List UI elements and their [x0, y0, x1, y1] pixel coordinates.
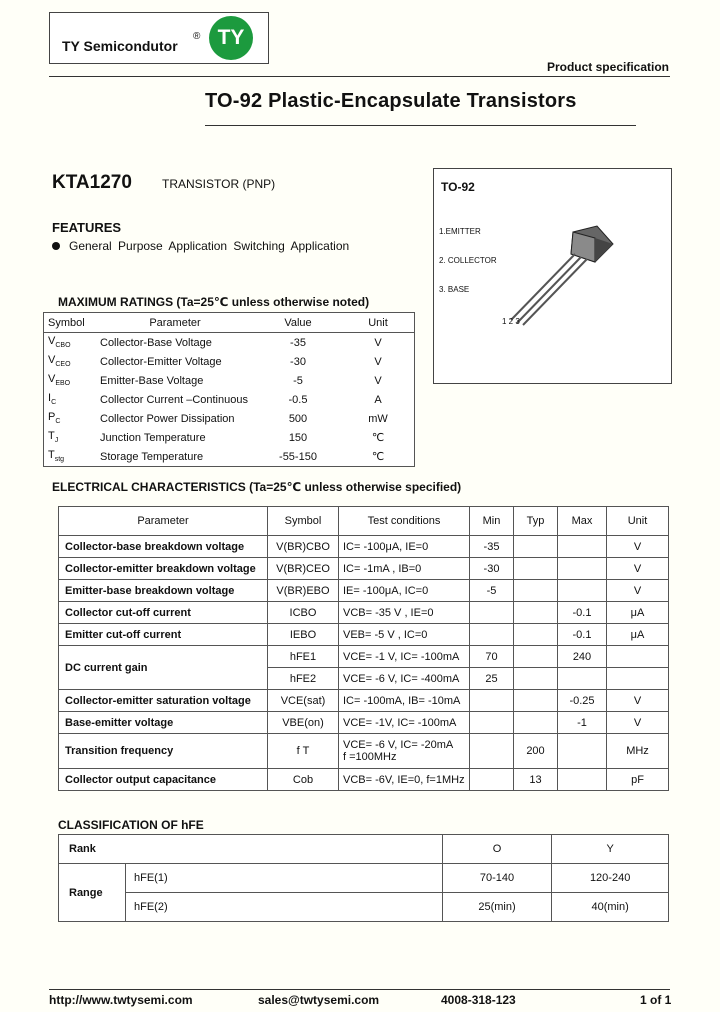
min-cell [470, 602, 514, 624]
max-cell [558, 769, 607, 791]
parameter-cell: Collector-base breakdown voltage [59, 536, 268, 558]
typ-cell [514, 712, 558, 734]
value-cell: -55-150 [279, 450, 317, 463]
registered-mark: ® [193, 31, 201, 42]
unit-cell: V [607, 712, 669, 734]
table-row [59, 536, 669, 558]
max-cell [558, 668, 607, 690]
page-number: 1 of 1 [640, 993, 672, 1007]
symbol-cell: hFE1 [268, 646, 339, 668]
min-cell [470, 624, 514, 646]
symbol-cell: $T_{stg}$ [48, 449, 65, 464]
title-underline [205, 125, 636, 126]
typ-cell: 200 [514, 734, 558, 769]
table-row [59, 580, 669, 602]
condition-cell: IE= -100μA, IC=0 [339, 580, 470, 602]
typ-cell [514, 690, 558, 712]
unit-cell: V [607, 690, 669, 712]
bullet-icon [52, 242, 60, 250]
product-specification-label: Product specification [546, 60, 669, 74]
parameter-cell: Collector-emitter saturation voltage [59, 690, 268, 712]
column-header: Min [470, 507, 514, 536]
unit-cell: μA [607, 602, 669, 624]
parameter-cell: Storage Temperature [100, 450, 204, 463]
table-row [59, 734, 669, 769]
table-row [59, 893, 669, 922]
condition-cell: IC= -1mA , IB=0 [339, 558, 470, 580]
hfe-label: hFE(2) [126, 893, 443, 922]
max-ratings-heading: MAXIMUM RATINGS (Ta=25℃ unless otherwise noted) [58, 295, 370, 309]
table-row [59, 690, 669, 712]
table-row [44, 371, 415, 390]
value-cell: 150 [288, 431, 308, 444]
typ-cell [514, 668, 558, 690]
min-cell: 70 [470, 646, 514, 668]
part-number: KTA1270 [52, 172, 132, 193]
min-cell: -5 [470, 580, 514, 602]
symbol-cell: Cob [268, 769, 339, 791]
table-row [44, 447, 415, 467]
min-cell: -35 [470, 536, 514, 558]
parameter-cell: Collector Power Dissipation [100, 412, 235, 425]
max-cell: -0.25 [558, 690, 607, 712]
pin-label: 1.EMITTER [439, 227, 481, 236]
max-cell: -0.1 [558, 602, 607, 624]
company-name: TY Semicondutor [62, 38, 178, 54]
table-row [44, 333, 415, 353]
rank-label: Rank [59, 835, 443, 864]
parameter-cell: Emitter-Base Voltage [100, 374, 204, 387]
parameter-cell: Collector output capacitance [59, 769, 268, 791]
pin-label: 3. BASE [439, 285, 470, 294]
parameter-cell: Transition frequency [59, 734, 268, 769]
symbol-cell: $I_C$ [48, 392, 57, 407]
condition-cell: VCE= -1V, IC= -100mA [339, 712, 470, 734]
value-cell: 500 [288, 412, 308, 425]
table-row [44, 352, 415, 371]
rank-cell: Y [552, 835, 669, 864]
rank-cell: O [442, 835, 551, 864]
classification-heading: CLASSIFICATION OF hFE [58, 818, 204, 832]
column-header: Parameter [59, 507, 268, 536]
hfe-label: hFE(1) [126, 864, 443, 893]
unit-cell: A [374, 393, 382, 406]
table-header-row [59, 507, 669, 536]
max-ratings-table [43, 312, 415, 467]
parameter-cell: Collector-Emitter Voltage [100, 355, 222, 368]
parameter-cell: Collector-Base Voltage [100, 336, 212, 349]
min-cell: -30 [470, 558, 514, 580]
condition-cell: VEB= -5 V , IC=0 [339, 624, 470, 646]
company-logo [49, 12, 269, 64]
min-cell [470, 734, 514, 769]
table-row [44, 409, 415, 428]
value-cell: -5 [293, 374, 303, 387]
features-heading: FEATURES [52, 220, 122, 235]
ty-logo-icon: TY [209, 16, 253, 60]
condition-cell: VCE= -6 V, IC= -400mA [339, 668, 470, 690]
symbol-cell: IEBO [268, 624, 339, 646]
max-cell: 240 [558, 646, 607, 668]
symbol-cell: hFE2 [268, 668, 339, 690]
parameter-cell: Junction Temperature [100, 431, 206, 444]
table-row [59, 646, 669, 668]
value-cell: -35 [290, 336, 306, 349]
table-row [59, 835, 669, 864]
value-cell: -0.5 [288, 393, 308, 406]
package-title: TO-92 [441, 180, 475, 194]
column-header: Parameter [96, 313, 254, 333]
condition-cell: IC= -100mA, IB= -10mA [339, 690, 470, 712]
min-cell [470, 712, 514, 734]
range-cell: 25(min) [442, 893, 551, 922]
symbol-cell: f T [268, 734, 339, 769]
unit-cell: μA [607, 624, 669, 646]
column-header: Value [254, 313, 342, 333]
symbol-cell: ICBO [268, 602, 339, 624]
max-cell [558, 558, 607, 580]
page-title: TO-92 Plastic-Encapsulate Transistors [205, 90, 577, 112]
unit-cell: V [607, 580, 669, 602]
header-divider [49, 76, 670, 77]
package-box [433, 168, 672, 384]
typ-cell: 13 [514, 769, 558, 791]
unit-cell: ℃ [371, 451, 385, 463]
unit-cell: V [374, 355, 382, 368]
symbol-cell: VBE(on) [268, 712, 339, 734]
condition-cell: VCE= -6 V, IC= -20mA f =100MHz [339, 734, 470, 769]
symbol-cell: $V_{EBO}$ [48, 373, 71, 388]
table-row [44, 390, 415, 409]
unit-cell: V [607, 558, 669, 580]
condition-cell: VCB= -35 V , IE=0 [339, 602, 470, 624]
typ-cell [514, 536, 558, 558]
min-cell: 25 [470, 668, 514, 690]
pin-numbers: 1 2 3 [502, 317, 520, 326]
table-row [44, 428, 415, 447]
table-row [59, 769, 669, 791]
typ-cell [514, 558, 558, 580]
value-cell: -30 [290, 355, 306, 368]
unit-cell: V [374, 374, 382, 387]
unit-cell: mW [368, 412, 388, 425]
symbol-cell: $T_J$ [48, 430, 59, 445]
max-cell: -0.1 [558, 624, 607, 646]
column-header: Unit [342, 313, 415, 333]
footer-email-link[interactable]: sales@twtysemi.com [258, 993, 380, 1007]
column-header: Unit [607, 507, 669, 536]
table-row [59, 558, 669, 580]
table-row [59, 712, 669, 734]
column-header: Symbol [268, 507, 339, 536]
unit-cell: MHz [607, 734, 669, 769]
parameter-cell: Base-emitter voltage [59, 712, 268, 734]
range-label: Range [59, 864, 126, 922]
symbol-cell: $P_C$ [48, 411, 61, 426]
footer-website-link[interactable]: http://www.twtysemi.com [49, 993, 193, 1007]
unit-cell: V [607, 536, 669, 558]
column-header: Test conditions [339, 507, 470, 536]
table-header-row [44, 313, 415, 333]
table-row [59, 602, 669, 624]
symbol-cell: VCE(sat) [268, 690, 339, 712]
parameter-cell: DC current gain [59, 646, 268, 690]
unit-cell [607, 668, 669, 690]
symbol-cell: $V_{CBO}$ [48, 335, 71, 350]
feature-item: General Purpose Application Switching Application [69, 239, 350, 253]
range-cell: 40(min) [552, 893, 669, 922]
column-header: Typ [514, 507, 558, 536]
part-type: TRANSISTOR (PNP) [162, 177, 276, 191]
symbol-cell: V(BR)CBO [268, 536, 339, 558]
typ-cell [514, 602, 558, 624]
typ-cell [514, 646, 558, 668]
parameter-cell: Emitter cut-off current [59, 624, 268, 646]
range-cell: 120-240 [552, 864, 669, 893]
parameter-cell: Collector cut-off current [59, 602, 268, 624]
symbol-cell: $V_{CEO}$ [48, 354, 71, 369]
typ-cell [514, 580, 558, 602]
column-header: Max [558, 507, 607, 536]
pin-label: 2. COLLECTOR [439, 256, 497, 265]
electrical-heading: ELECTRICAL CHARACTERISTICS (Ta=25℃ unless otherwise specified) [52, 480, 462, 494]
min-cell [470, 690, 514, 712]
condition-cell: VCE= -1 V, IC= -100mA [339, 646, 470, 668]
parameter-cell: Collector-emitter breakdown voltage [59, 558, 268, 580]
table-row [59, 864, 669, 893]
electrical-table [58, 506, 669, 791]
condition-cell: IC= -100μA, IE=0 [339, 536, 470, 558]
max-cell [558, 536, 607, 558]
symbol-cell: V(BR)EBO [268, 580, 339, 602]
range-cell: 70-140 [442, 864, 551, 893]
parameter-cell: Emitter-base breakdown voltage [59, 580, 268, 602]
max-cell [558, 734, 607, 769]
condition-cell: VCB= -6V, IE=0, f=1MHz [339, 769, 470, 791]
column-header: Symbol [44, 313, 97, 333]
max-cell [558, 580, 607, 602]
max-cell: -1 [558, 712, 607, 734]
unit-cell [607, 646, 669, 668]
unit-cell: ℃ [371, 432, 385, 444]
footer-phone: 4008-318-123 [441, 993, 516, 1007]
table-row [59, 624, 669, 646]
unit-cell: pF [607, 769, 669, 791]
footer-divider [49, 989, 670, 990]
typ-cell [514, 624, 558, 646]
symbol-cell: V(BR)CEO [268, 558, 339, 580]
min-cell [470, 769, 514, 791]
classification-table [58, 834, 669, 922]
unit-cell: V [374, 336, 382, 349]
parameter-cell: Collector Current –Continuous [100, 393, 248, 406]
